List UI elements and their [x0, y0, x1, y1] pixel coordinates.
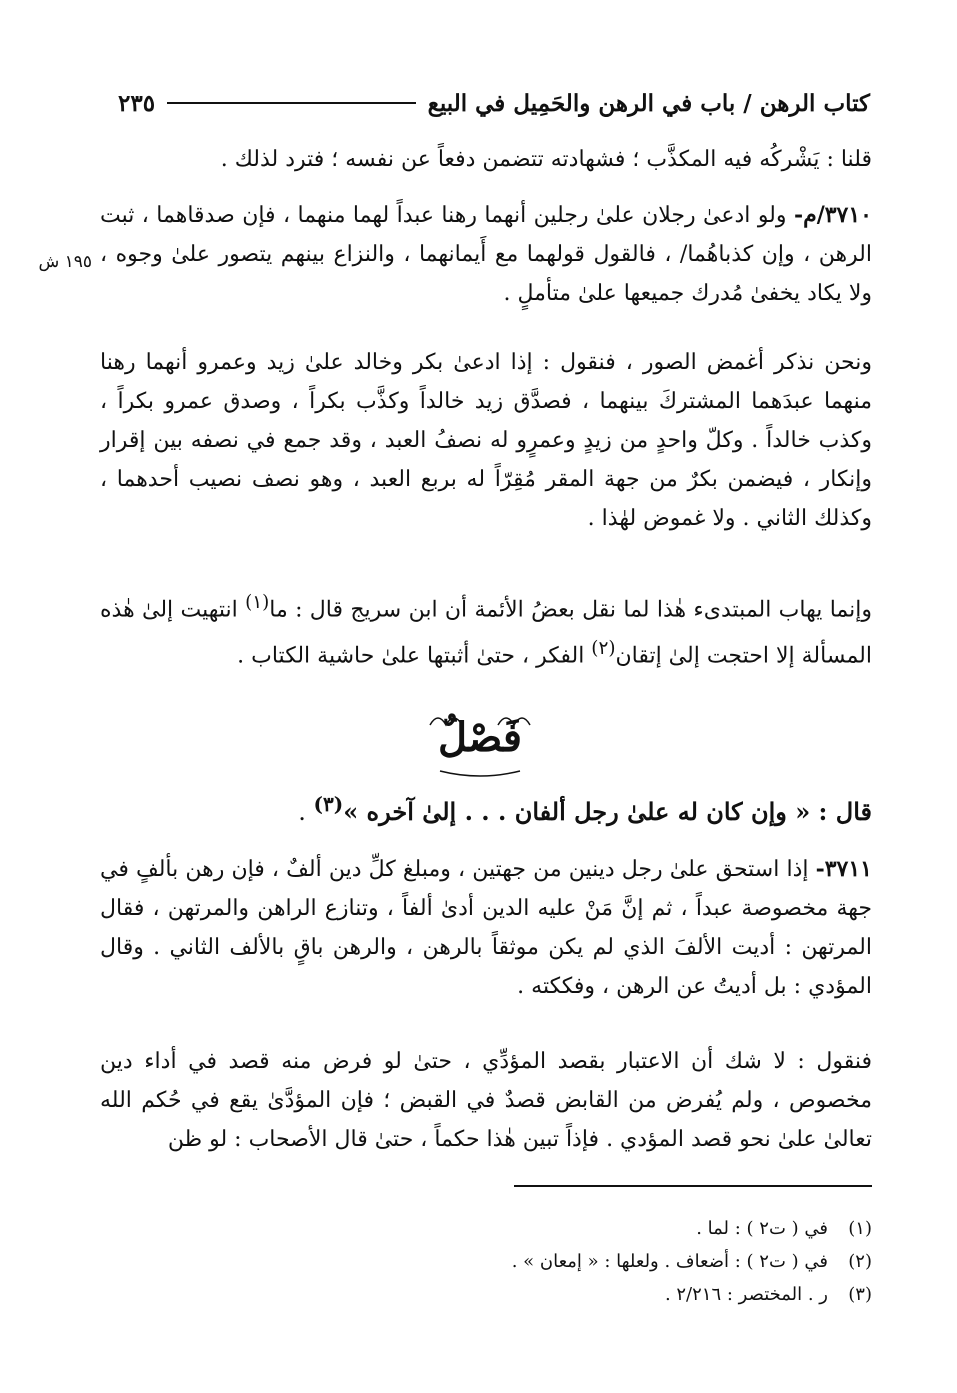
paragraph-text: فنقول : لا شك أن الاعتبار بقصد المؤدِّي ، حتىٰ لو فرض منه قصد في أداء دين مخصوص ، ولم يُفرض من القابض قصدٌ في القبض ؛ فإن المؤدَّىٰ يقع في حُكم الله تعالىٰ علىٰ نحو قصد المؤدي . فإذاً تبين هٰذا حكماً ، حتىٰ قال الأصحاب : لو ظن [100, 1049, 872, 1152]
footnote-text: ر . المختصر : ٢/٢١٦ . [664, 1284, 828, 1305]
footnote-item [400, 1245, 872, 1278]
paragraph-text-part2: انتهيت إلىٰ هٰذه المسألة إلا احتجت إلىٰ إتقان [100, 597, 872, 669]
footnote-separator [514, 1185, 872, 1187]
paragraph-number: ٣٧١٠/م- [793, 202, 872, 228]
paragraph-text: ونحن نذكر أغمض الصور ، فنقول : إذا ادعىٰ بكر وخالد علىٰ زيد وعمرو أنهما رهنا منهما عبدَهما المشتركَ بينهما ، فصدَّق زيد خالداً وكذَّب بكراً ، وصدق عمرو بكراً ، وكذب خالداً . وكلّ واحدٍ من زيدٍ وعمرٍو له نصفُ العبد ، وقد جمع في نصفه بين إقرار وإنكار ، فيضمن بكرٌ من جهة المقر مُقِرّاً له بربع العبد ، وهو نصف نصيب أحدهما ، وكذلك الثاني . ولا غموض لهٰذا . [100, 350, 872, 531]
running-header [118, 86, 870, 120]
margin-note: ١٩٥ ش [38, 252, 92, 272]
paragraph-text: ولو ادعىٰ رجلان علىٰ رجلين أنهما رهنا عبداً لهما منهما ، فإن صدقاهما ، ثبت الرهن ، وإن كذباهُما/ ، فالقول قولهما مع أَيمانهما ، والنزاع بينهم يتصور علىٰ وجوه ، ولا يكاد يخفىٰ مُدرك جميعها علىٰ متأملٍ . [100, 203, 872, 306]
quoted-statement-end: . [298, 798, 314, 826]
header-rule [167, 102, 416, 104]
intro-text: قلنا : يَشْركُه فيه المكذَّب ؛ فشهادته تتضمن دفعاً عن نفسه ؛ فترد لذلك . [220, 147, 872, 172]
footnote-mark: (٢) [848, 1251, 872, 1272]
section-heading [400, 705, 560, 779]
footnote-mark: (١) [848, 1218, 872, 1239]
footnote-text: في ( ت٢ ) : أضعاف . ولعلها : « إمعان » . [511, 1251, 828, 1272]
footnote-ref-1[interactable]: (١) [245, 592, 270, 613]
paragraph-text-part3: الفكر ، حتىٰ أثبتها علىٰ حاشية الكتاب . [237, 643, 592, 669]
section-heading-text: فَصْلٌ [437, 714, 523, 761]
intro-line [100, 140, 872, 179]
quoted-statement [260, 784, 872, 832]
footnote-item [400, 1212, 872, 1245]
footnote-ref-2[interactable]: (٢) [591, 638, 616, 660]
footnote-text: في ( ت٢ ) : لما . [696, 1218, 828, 1239]
paragraph-example [100, 343, 872, 538]
footnote-item [400, 1278, 872, 1311]
paragraph-ruling [100, 1042, 872, 1159]
paragraph-3710 [100, 196, 872, 313]
paragraph-text: إذا استحق علىٰ رجل دينين من جهتين ، ومبلغ كلِّ دين ألفٌ ، فإن رهن بألفٍ في جهة مخصوصة عبداً ، ثم إنَّ مَنْ عليه الدين أدىٰ ألفاً ، وتنازع الراهن والمرتهن ، فقال المرتهن : أديت الألفَ الذي لم يكن موثقاً بالرهن ، والرهن باقٍ بالألف الثاني . وقال المؤدي : بل أديتُ عن الرهن ، وفككته . [100, 857, 872, 999]
paragraph-number: ٣٧١١- [815, 856, 872, 882]
paragraph-3711 [100, 850, 872, 1006]
footnote-ref-3[interactable]: (٣) [313, 792, 344, 816]
paragraph-ibn-surayj [100, 583, 872, 676]
footnotes [400, 1212, 872, 1311]
footnote-mark: (٣) [848, 1284, 872, 1305]
quoted-statement-text: قال : « وإن كان له علىٰ رجل ألفان . . . إلىٰ آخره » [343, 797, 872, 826]
header-title: كتاب الرهن / باب في الرهن والحَمِيل في البيع [427, 89, 870, 117]
paragraph-text-part1: وإنما يهاب المبتدىء هٰذا لما نقل بعضُ الأئمة أن ابن سريج قال : ما [269, 597, 872, 623]
page-number: ٢٣٥ [118, 89, 156, 117]
